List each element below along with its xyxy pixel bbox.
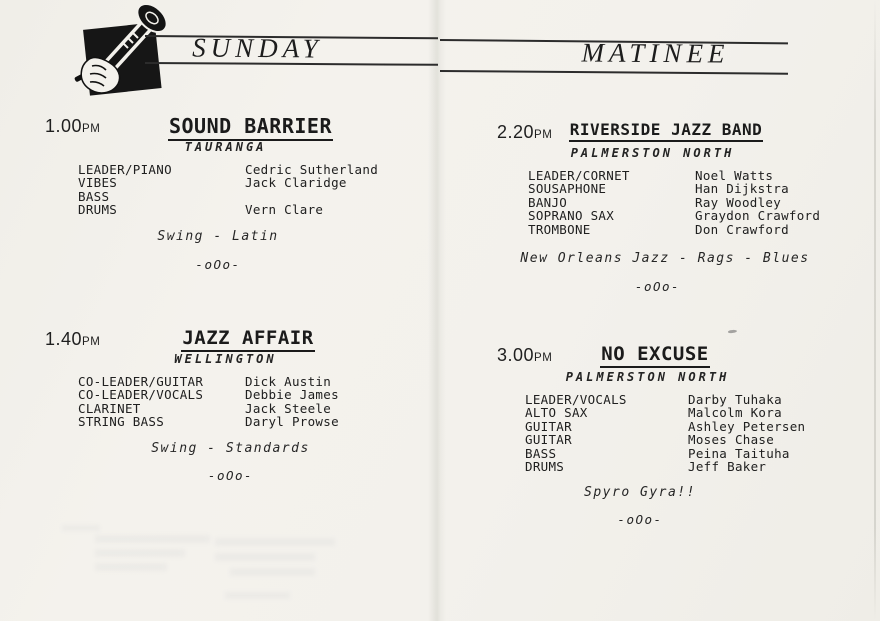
session-time: [497, 345, 552, 366]
style-line: Spyro Gyra!!: [584, 485, 696, 500]
bleed-through: [62, 525, 100, 531]
band-title-wrap: [138, 114, 363, 141]
roster-role: CO-LEADER/GUITAR: [78, 374, 204, 389]
roster-role: GUITAR: [525, 418, 572, 434]
roster-name: Ashley Petersen: [688, 418, 806, 434]
roster-role: BANJO: [528, 194, 568, 210]
band-origin: PALMERSTON NORTH: [570, 146, 735, 160]
roster-role: LEADER/VOCALS: [525, 392, 627, 407]
session-time: [497, 122, 552, 143]
roster-row: [78, 163, 378, 176]
roster-row: [78, 203, 378, 216]
section-divider: -oOo-: [634, 279, 681, 294]
time-value: 1.40: [45, 329, 83, 349]
bleed-through: [95, 563, 167, 571]
roster-name: Cedric Sutherland: [245, 162, 379, 177]
roster-role: SOPRANO SAX: [528, 208, 615, 224]
roster-row: [78, 415, 339, 428]
roster-role: TROMBONE: [528, 221, 591, 237]
roster-row: [525, 460, 805, 473]
roster-row: [528, 209, 820, 222]
roster-row: [525, 406, 805, 419]
right-page-title: MATINEE: [581, 37, 730, 69]
roster-row: [78, 375, 339, 388]
band-name: NO EXCUSE: [600, 343, 709, 368]
bleed-through: [95, 549, 185, 557]
bleed-through: [215, 538, 335, 546]
roster-name: Daryl Prowse: [245, 414, 339, 430]
roster-role: CLARINET: [78, 400, 141, 416]
roster-role: DRUMS: [525, 459, 565, 475]
time-meridiem: PM: [82, 123, 101, 135]
roster-row: [525, 420, 805, 433]
roster-role: VIBES: [78, 175, 118, 191]
left-page-title: SUNDAY: [192, 32, 323, 64]
roster-row: [525, 433, 805, 446]
band-name: RIVERSIDE JAZZ BAND: [569, 120, 764, 142]
session-time: [45, 116, 100, 137]
roster-role: GUITAR: [525, 432, 572, 448]
roster-row: [78, 402, 339, 415]
roster-role: BASS: [525, 445, 557, 461]
roster-name: Malcolm Kora: [688, 405, 782, 421]
bleed-through: [215, 553, 315, 561]
style-line: Swing - Latin: [157, 229, 279, 244]
time-value: 2.20: [497, 122, 535, 142]
section-divider: -oOo-: [195, 257, 241, 272]
band-roster: [78, 375, 339, 429]
bleed-through: [230, 568, 315, 576]
roster-row: [525, 447, 805, 460]
roster-name: Jeff Baker: [688, 459, 767, 475]
roster-row: [525, 393, 805, 406]
roster-name: Debbie James: [245, 387, 339, 403]
section-divider: -oOo-: [207, 468, 254, 483]
roster-row: [78, 388, 339, 401]
roster-role: BASS: [78, 188, 110, 204]
section-divider: -oOo-: [617, 512, 663, 527]
band-title-wrap: [550, 343, 760, 368]
roster-name: Ray Woodley: [695, 194, 782, 210]
bleed-through: [225, 592, 290, 599]
roster-name: Jack Steele: [245, 400, 332, 416]
time-meridiem: PM: [534, 352, 553, 364]
roster-name: Han Dijkstra: [695, 181, 789, 197]
roster-role: SOUSAPHONE: [528, 181, 607, 197]
roster-name: Peina Taituha: [688, 445, 790, 461]
time-meridiem: PM: [82, 336, 101, 348]
roster-role: STRING BASS: [78, 414, 165, 430]
roster-row: [528, 182, 820, 195]
roster-role: CO-LEADER/VOCALS: [78, 387, 204, 403]
band-roster: [525, 393, 805, 473]
roster-row: [528, 169, 820, 182]
roster-row: [78, 190, 378, 203]
roster-row: [528, 196, 820, 209]
roster-name: Darby Tuhaka: [688, 392, 782, 407]
band-name: JAZZ AFFAIR: [181, 327, 314, 352]
roster-role: LEADER/CORNET: [528, 168, 630, 183]
roster-name: Moses Chase: [688, 432, 775, 448]
page-edge: [874, 0, 876, 621]
band-origin: PALMERSTON NORTH: [565, 370, 730, 384]
band-origin: WELLINGTON: [174, 352, 277, 366]
roster-role: ALTO SAX: [525, 405, 588, 421]
style-line: Swing - Standards: [151, 441, 310, 456]
roster-role: LEADER/PIANO: [78, 162, 172, 177]
roster-name: Vern Clare: [245, 202, 324, 218]
band-name: SOUND BARRIER: [168, 114, 333, 141]
bleed-through: [95, 535, 210, 543]
roster-role: DRUMS: [78, 202, 118, 218]
time-value: 3.00: [497, 345, 535, 365]
band-roster: [78, 163, 378, 217]
time-meridiem: PM: [534, 129, 553, 141]
session-time: [45, 329, 100, 350]
band-roster: [528, 169, 820, 236]
scan-mark: [728, 329, 737, 333]
time-value: 1.00: [45, 116, 83, 136]
roster-row: [528, 223, 820, 236]
page-fold: [428, 0, 446, 621]
header-rule: [440, 70, 788, 75]
band-origin: TAURANGA: [184, 140, 267, 154]
band-title-wrap: [138, 327, 358, 352]
roster-row: [78, 176, 378, 189]
roster-name: Graydon Crawford: [695, 208, 821, 224]
roster-name: Noel Watts: [695, 168, 774, 183]
roster-name: Jack Claridge: [245, 175, 347, 191]
roster-name: Dick Austin: [245, 374, 332, 389]
roster-name: Don Crawford: [695, 221, 789, 237]
style-line: New Orleans Jazz - Rags - Blues: [520, 251, 810, 266]
band-title-wrap: [556, 120, 776, 142]
